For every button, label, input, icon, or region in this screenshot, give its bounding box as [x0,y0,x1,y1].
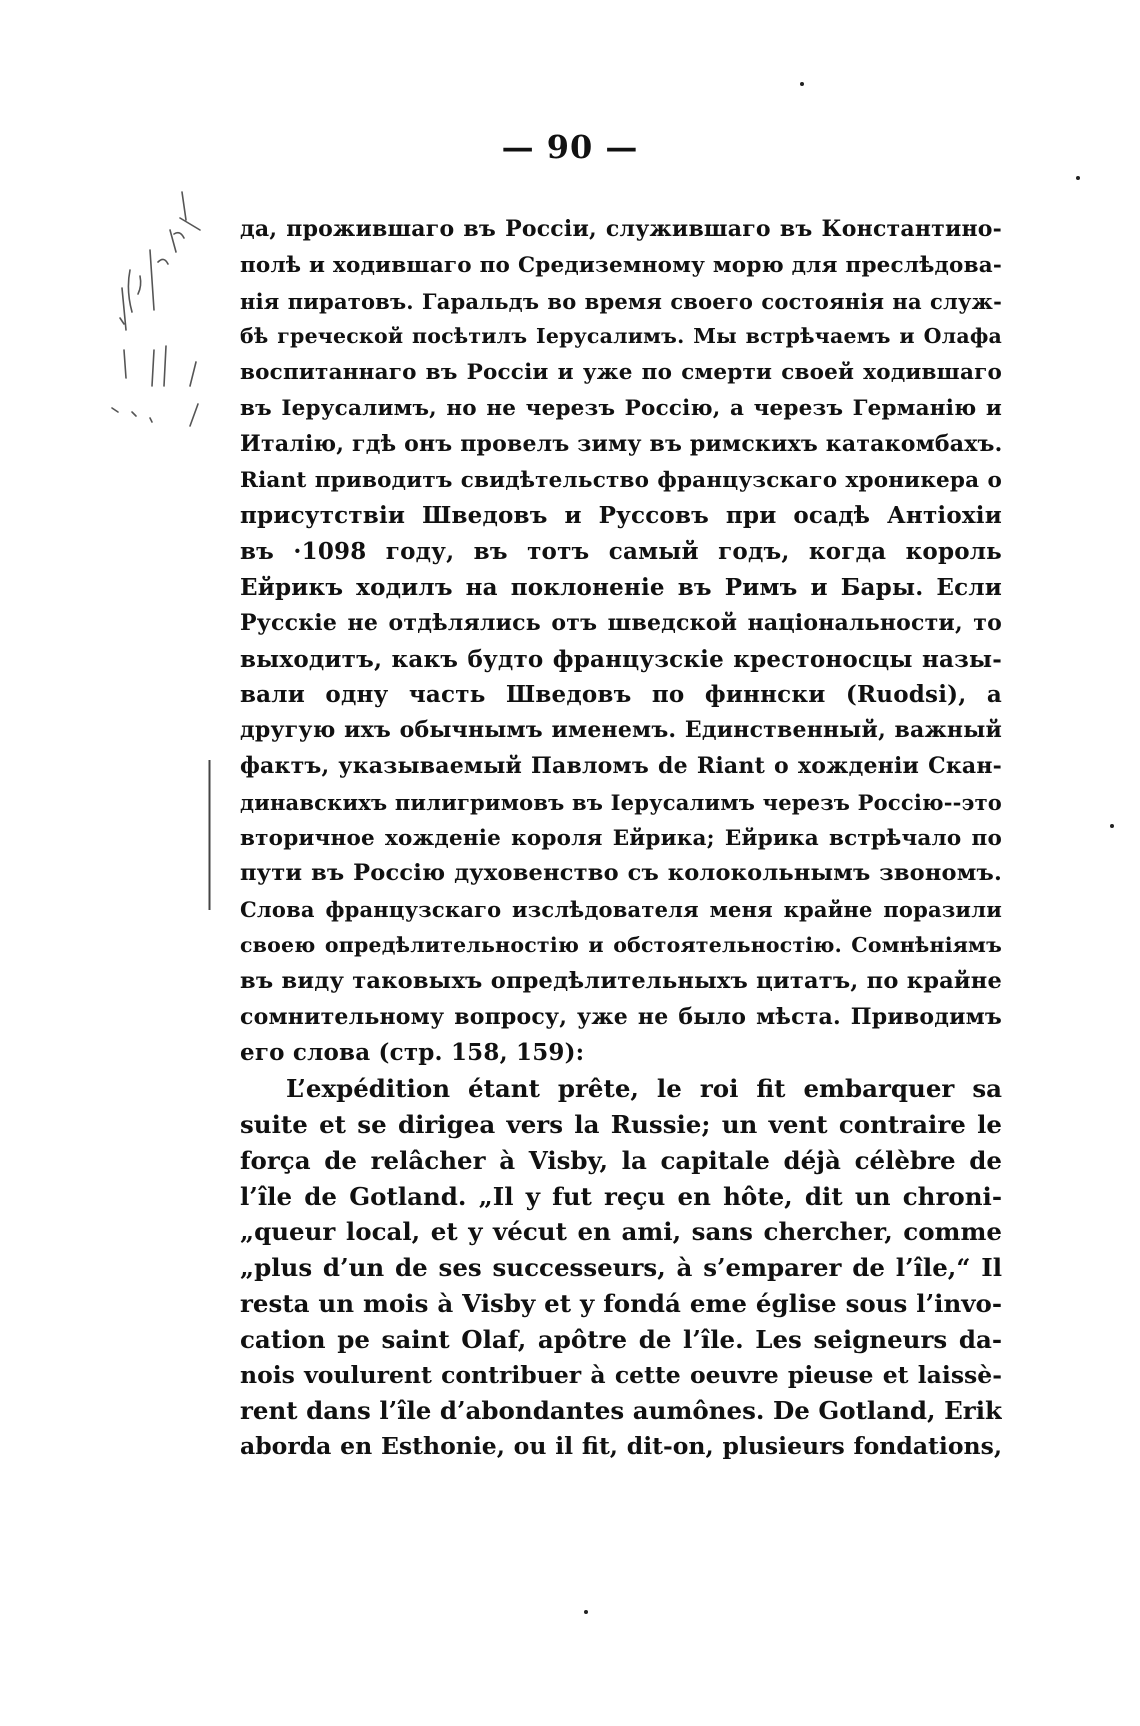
text-line: воспитаннаго въ Россіи и уже по смерти своей ходившаго [240,360,1002,386]
print-speck [1110,824,1114,828]
text-line: въ виду таковыхъ опредѣлительныхъ цитатъ, по крайне [240,967,1002,994]
margin-bracket-mark [208,760,211,910]
text-line: пути въ Россію духовенство съ колокольнымъ звономъ. [240,860,1002,887]
text-line: Слова французскаго изслѣдователя меня крайне поразили [240,897,1002,923]
text-line: бѣ греческой посѣтилъ Іерусалимъ. Мы встрѣчаемъ и Олафа [240,324,1002,349]
text-line: да, прожившаго въ Россіи, служившаго въ Константино- [240,216,1002,242]
quote-line: „queur local, et y vécut en ami, sans chercher, comme [240,1217,1002,1247]
text-line: полѣ и ходившаго по Средиземному морю для преслѣдова- [240,252,1002,278]
handwritten-margin-note [110,190,220,470]
text-line: его слова (стр. 158, 159): [240,1039,585,1067]
text-line: присутствіи Шведовъ и Руссовъ при осадѣ Антіохіи [240,502,1002,530]
quote-line: rent dans l’île d’abondantes aumônes. De Gotland, Erik [240,1396,1002,1426]
quote-line: aborda en Esthonie, ou il fit, dit-on, plusieurs fondations, [240,1432,1002,1461]
text-line: Италію, гдѣ онъ провелъ зиму въ римскихъ катакомбахъ. [240,430,1002,457]
quote-line: força de relâcher à Visby, la capitale déjà célèbre de [240,1145,1002,1175]
body-text [240,212,1002,1465]
quote-line: resta un mois à Visby et y fondá eme église sous l’invo- [240,1288,1002,1318]
page-number: — 90 — [501,128,639,166]
quote-line: cation pe saint Olaf, apôtre de l’île. Les seigneurs da- [240,1324,1002,1354]
quote-line: L’expédition étant prête, le roi fit embarquer sa [286,1074,1002,1104]
quote-line: „plus d’un de ses successeurs, à s’emparer de l’île,“ Il [240,1253,1002,1283]
print-speck [1076,176,1080,180]
text-line: выходитъ, какъ будто французскіе крестоносцы назы- [240,645,1002,673]
text-line: Русскіе не отдѣлялись отъ шведской національности, то [240,609,1002,636]
print-speck [584,1610,588,1614]
quote-line: nois voulurent contribuer à cette oeuvre pieuse et laissè- [240,1360,1002,1389]
text-line: въ Іерусалимъ, но не черезъ Россію, а черезъ Германію и [240,395,1002,421]
text-line: нія пиратовъ. Гаральдъ во время своего состоянія на служ- [240,288,1002,314]
quote-line: l’île de Gotland. „Il y fut reçu en hôte, dit un chroni- [240,1181,1002,1211]
text-line: вторичное хожденіе короля Ейрика; Ейрика встрѣчало по [240,825,1002,851]
text-line: своею опредѣлительностію и обстоятельностію. Сомнѣніямъ [240,932,1002,957]
text-line: Ейрикъ ходилъ на поклоненіе въ Римъ и Бары. Если [240,573,1002,601]
text-line: динавскихъ пилигримовъ въ Іерусалимъ черезъ Россію--это [240,789,1002,815]
print-speck [800,82,804,86]
text-line: фактъ, указываемый Павломъ de Riant о хожденіи Скан- [240,752,1002,779]
quote-line: suite et se dirigea vers la Russie; un vent contraire le [240,1109,1002,1139]
text-line: вали одну часть Шведовъ по финнски (Ruodsi), а [240,681,1002,709]
text-line: въ ·1098 году, въ тотъ самый годъ, когда король [240,538,1002,566]
text-line: Riant приводитъ свидѣтельство французскаго хроникера о [240,467,1002,493]
text-line: сомнительному вопросу, уже не было мѣста. Приводимъ [240,1003,1002,1030]
text-line: другую ихъ обычнымъ именемъ. Единственный, важный [240,717,1002,744]
